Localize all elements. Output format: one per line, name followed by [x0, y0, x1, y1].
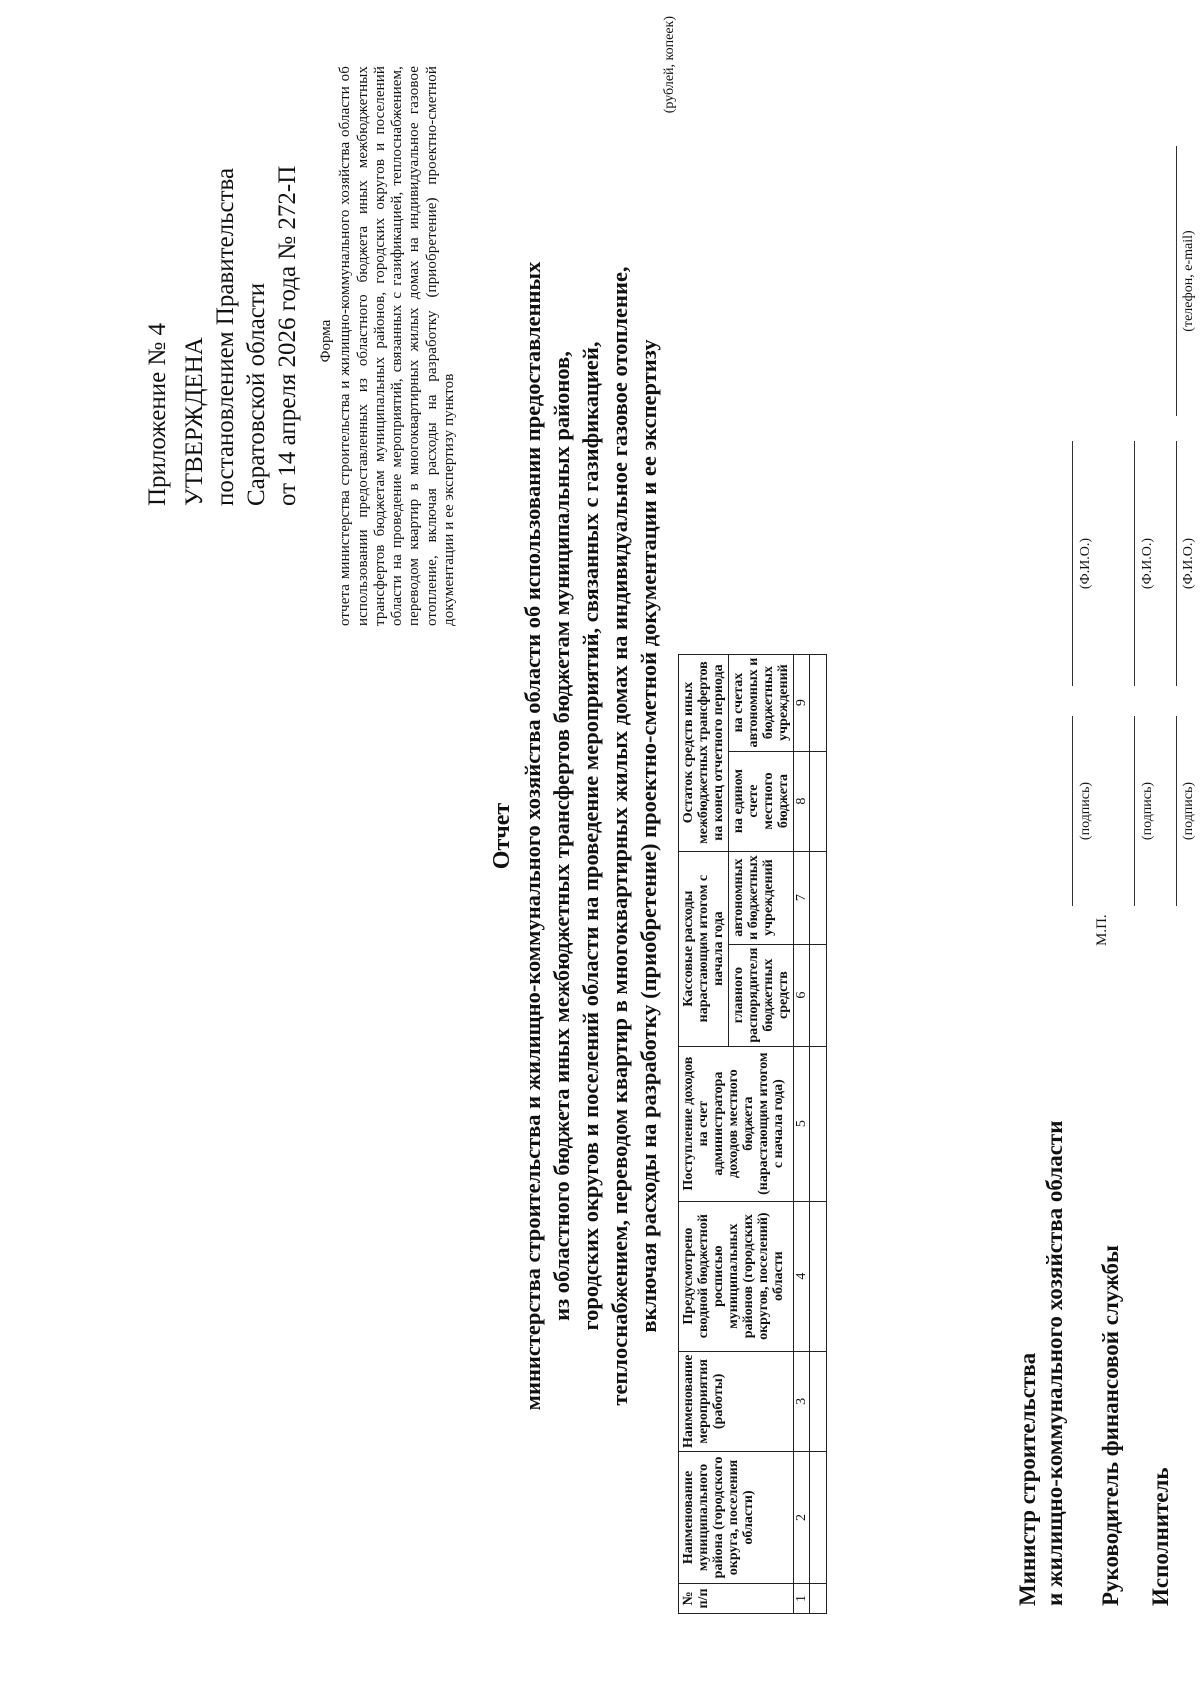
executor-contact-caption: (телефон, e-mail) [1181, 230, 1196, 332]
header-main-manager: главного распорядителя бюджетных средств [729, 944, 794, 1046]
minister-title-line2: и жилищно-коммунального хозяйства области [1042, 1120, 1067, 1606]
empty-cell [810, 751, 827, 851]
appendix-block [142, 66, 303, 506]
header-number: № п/п [679, 1584, 794, 1614]
appendix-number: Приложение № 4 [144, 322, 171, 506]
header-single-account: на едином счете местного бюджета [729, 751, 794, 851]
minister-name-line [1072, 441, 1073, 686]
header-income: Поступление доходов на счет администратора доходов местного бюджета (нарастающим итогом с начала года) [679, 1046, 794, 1201]
column-number: 6 [794, 944, 810, 1046]
header-cash-expenses: Кассовые расходы нарастающим итогом с начала года [679, 851, 729, 1046]
header-municipality: Наименование муниципального района (городского округа, поселения области) [679, 1452, 794, 1584]
finance-signature-caption: (подпись) [1140, 781, 1155, 841]
form-description: отчета министерства строительства и жилищно-коммунального хозяйства области об использовании предоставленных из областного бюджета иных межбюджетных трансфертов бюджетам муниципальных районов, городских округов и поселений области на проведение мероприятий, связанных с газификацией, теплоснабжением, переводом квартир в многоквартирных жилых домах на индивидуальное газовое отопление, включая расходы на разработку (приобретение) проектно-сметной документации и ее экспертизу пунктов [337, 66, 458, 626]
form-label: Форма [318, 319, 334, 363]
report-table [678, 654, 827, 1614]
approved-label: УТВЕРЖДЕНА [181, 337, 208, 506]
report-title-line: включая расходы на разработку (приобретение) проектно-сметной документации и ее экспертизу [636, 339, 661, 1333]
empty-cell [810, 1201, 827, 1351]
minister-name-caption: (Ф.И.О.) [1078, 537, 1093, 590]
executor-signature-line [1176, 716, 1177, 906]
header-institutions-expenses: автономных и бюджетных учреждений [729, 851, 794, 944]
empty-cell [810, 851, 827, 944]
executor-title: Исполнитель [1148, 1467, 1173, 1606]
empty-cell [810, 944, 827, 1046]
finance-signature-line [1134, 716, 1135, 906]
empty-cell [810, 1351, 827, 1451]
empty-cell [810, 1046, 827, 1201]
approved-by-line2: Саратовской области [243, 282, 270, 506]
empty-cell [810, 1452, 827, 1584]
column-number: 9 [794, 654, 810, 751]
column-number: 8 [794, 751, 810, 851]
stamp-place: М.П. [1094, 914, 1110, 946]
column-number: 5 [794, 1046, 810, 1201]
executor-contact-line [1176, 146, 1177, 416]
header-balance: Остаток средств иных межбюджетных трансфертов на конец отчетного периода [679, 654, 729, 851]
executor-signature-caption: (подпись) [1181, 781, 1196, 841]
finance-name-caption: (Ф.И.О.) [1140, 537, 1155, 590]
header-activity: Наименование мероприятия (работы) [679, 1351, 794, 1451]
units-label: (рублей, копеек) [662, 16, 677, 114]
minister-signature-caption: (подпись) [1078, 781, 1093, 841]
column-number: 2 [794, 1452, 810, 1584]
column-number: 4 [794, 1201, 810, 1351]
finance-head-title: Руководитель финансовой службы [1098, 1245, 1123, 1606]
approved-by-line3: от 14 апреля 2026 года № 272-П [274, 165, 301, 506]
column-number: 3 [794, 1351, 810, 1451]
empty-row [810, 654, 827, 1613]
finance-name-line [1134, 441, 1135, 686]
minister-signature-line [1072, 716, 1073, 906]
column-number: 1 [794, 1584, 810, 1614]
report-title-line: теплоснабжением, переводом квартир в многоквартирных жилых домах на индивидуальное газовое отопление, [607, 266, 632, 1406]
executor-name-caption: (Ф.И.О.) [1181, 537, 1196, 590]
empty-cell [810, 1584, 827, 1614]
executor-name-line [1176, 441, 1177, 686]
form-block [318, 66, 458, 626]
header-budget-planned: Предусмотрено сводной бюджетной росписью муниципальных районов (городских округов, поселений) области [679, 1201, 794, 1351]
report-title-line: министерства строительства и жилищно-коммунального хозяйства области об использовании предоставленных [520, 261, 545, 1411]
report-title-line: городских округов и поселений области на проведение мероприятий, связанных с газификацией, [578, 341, 603, 1331]
header-institutions-accounts: на счетах автономных и бюджетных учреждений [729, 654, 794, 751]
empty-cell [810, 654, 827, 751]
report-heading: Отчет [489, 802, 515, 870]
column-number: 7 [794, 851, 810, 944]
report-title-line: из областного бюджета иных межбюджетных трансфертов бюджетам муниципальных районов, [549, 351, 574, 1321]
report-title [488, 86, 663, 1586]
approved-by-line1: постановлением Правительства [212, 167, 239, 506]
minister-title-line1: Министр строительства [1015, 1352, 1040, 1606]
